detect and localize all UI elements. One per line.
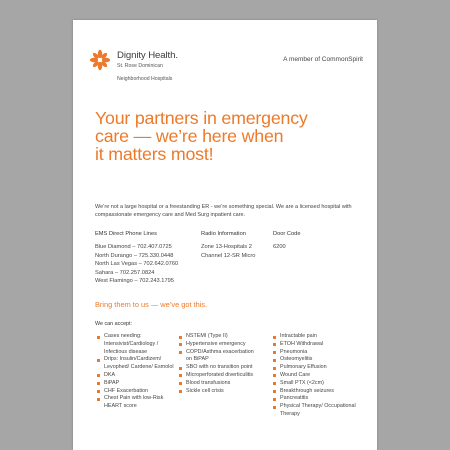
headline: [95, 110, 365, 163]
list-item: Chest Pain with low-Risk HEART score: [97, 395, 177, 411]
list-item: Drips: Insulin/Cardizem/ Levophed/ Cardene/ Esmolol: [97, 356, 177, 372]
list-item: Physical Therapy/ Occupational Therapy: [273, 403, 363, 419]
list-item: COPD/Asthma exacerbation on BiPAP: [179, 349, 259, 365]
tagline: Bring them to us — we’ve got this.: [95, 300, 208, 309]
flyer-page: [73, 20, 377, 450]
ems-line: North Durango – 725.330.0448: [95, 252, 174, 259]
list-item: Wound Care: [273, 372, 363, 380]
list-item: Intractable pain: [273, 333, 363, 341]
list-item: Sickle cell crisis: [179, 388, 259, 396]
headline-line: it matters most!: [95, 143, 214, 164]
list-item: DKA: [97, 372, 177, 380]
accept-list-column-3: [273, 333, 363, 419]
intro-paragraph: We’re not a large hospital or a freestanding ER - we’re something special. We are a licensed hospital with compassionate emergency care and Med Surg inpatient care.: [95, 204, 352, 218]
list-item: Microperforated diverticulitis: [179, 372, 259, 380]
list-item: BiPAP: [97, 380, 177, 388]
list-item: Pneumonia: [273, 349, 363, 357]
radio-line: Channel 12-SR Micro: [201, 252, 256, 259]
list-item: ETOH Withdrawal: [273, 341, 363, 349]
radio-header: Radio Information: [201, 231, 246, 237]
door-code-header: Door Code: [273, 231, 301, 237]
dignity-health-flower-icon: [89, 49, 111, 71]
member-note: A member of CommonSpirit: [283, 56, 363, 63]
list-item: Blood transfusions: [179, 380, 259, 388]
list-item: Pancreatitis: [273, 395, 363, 403]
ems-line: Blue Diamond – 702.407.0725: [95, 244, 172, 250]
list-item: SBO with no transition point: [179, 364, 259, 372]
brand-name: Dignity Health.: [117, 50, 178, 61]
list-item: NSTEMI (Type II): [179, 333, 259, 341]
accept-header: We can accept:: [95, 321, 133, 327]
list-item: CHF Exacerbation: [97, 388, 177, 396]
brand-subtitle: St. Rose Dominican: [117, 63, 163, 69]
list-item: Small PTX (<2cm): [273, 380, 363, 388]
list-item: Osteomyelitis: [273, 356, 363, 364]
list-item: Breakthrough seizures: [273, 388, 363, 396]
radio-line: Zone 13-Hospitals 2: [201, 244, 252, 250]
ems-line: West Flamingo – 702.243.1795: [95, 278, 174, 285]
headline-line: care — we’re here when: [95, 125, 284, 146]
ems-line: North Las Vegas – 702.642.0760: [95, 261, 179, 268]
door-code-column: [273, 231, 301, 252]
ems-header: EMS Direct Phone Lines: [95, 231, 157, 237]
list-item: Pulmonary Effusion: [273, 364, 363, 372]
ems-line: Sahara – 702.257.0824: [95, 269, 155, 276]
list-item: Cases needing: Intensivist/Cardiology / Infectious disease: [97, 333, 177, 356]
accept-list-column-2: [179, 333, 259, 395]
door-code-value: 6200: [273, 244, 286, 250]
headline-line: Your partners in emergency: [95, 108, 308, 128]
radio-column: [201, 231, 255, 260]
accept-list-column-1: [97, 333, 177, 411]
ems-phone-column: [95, 231, 178, 286]
list-item: Hypertensive emergency: [179, 341, 259, 349]
brand-division: Neighborhood Hospitals: [117, 76, 173, 82]
